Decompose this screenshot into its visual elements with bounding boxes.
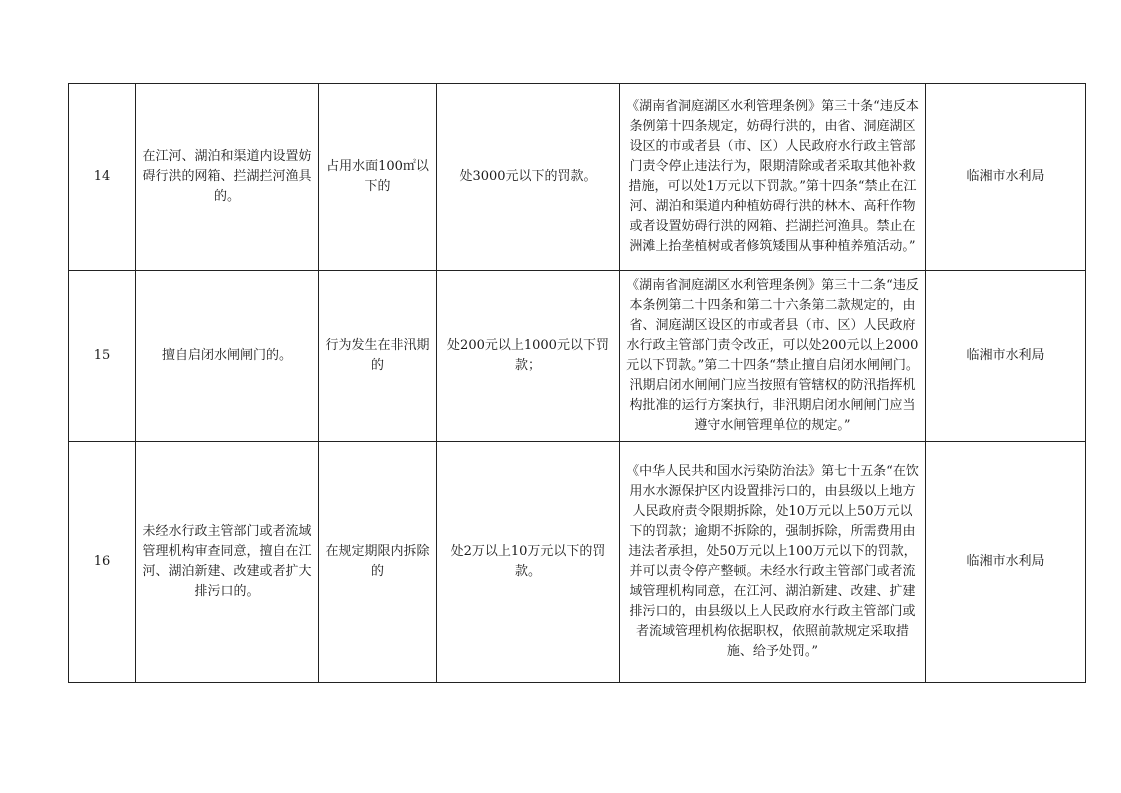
penalty-table	[68, 83, 1086, 683]
violation-cell: 未经水行政主管部门或者流域管理机构审查同意，擅自在江河、湖泊新建、改建或者扩大排污口的。	[136, 442, 319, 683]
circumstance-cell: 行为发生在非汛期的	[319, 271, 437, 442]
table-row	[69, 442, 1086, 683]
penalty-cell: 处200元以上1000元以下罚款；	[437, 271, 620, 442]
circumstance-cell: 占用水面100㎡以下的	[319, 84, 437, 271]
authority-cell: 临湘市水利局	[926, 84, 1086, 271]
item-number-cell: 16	[69, 442, 136, 683]
circumstance-cell: 在规定期限内拆除的	[319, 442, 437, 683]
legal-basis-cell: 《湖南省洞庭湖区水利管理条例》第三十二条“违反本条例第二十四条和第二十六条第二款规定的，由省、洞庭湖区设区的市或者县（市、区）人民政府水行政主管部门责令改正，可以处200元以上2000元以下罚款。”第二十四条“禁止擅自启闭水闸闸门。汛期启闭水闸闸门应当按照有管辖权的防汛指挥机构批准的运行方案执行，非汛期启闭水闸闸门应当遵守水闸管理单位的规定。”	[620, 271, 926, 442]
authority-cell: 临湘市水利局	[926, 442, 1086, 683]
violation-cell: 在江河、湖泊和渠道内设置妨碍行洪的网箱、拦湖拦河渔具的。	[136, 84, 319, 271]
violation-cell: 擅自启闭水闸闸门的。	[136, 271, 319, 442]
authority-cell: 临湘市水利局	[926, 271, 1086, 442]
legal-basis-cell: 《中华人民共和国水污染防治法》第七十五条“在饮用水水源保护区内设置排污口的，由县级以上地方人民政府责令限期拆除，处10万元以上50万元以下的罚款；逾期不拆除的，强制拆除，所需费用由违法者承担，处50万元以上100万元以下的罚款，并可以责令停产整顿。未经水行政主管部门或者流域管理机构同意，在江河、湖泊新建、改建、扩建排污口的，由县级以上人民政府水行政主管部门或者流域管理机构依据职权，依照前款规定采取措施、给予处罚。”	[620, 442, 926, 683]
penalty-cell: 处2万以上10万元以下的罚款。	[437, 442, 620, 683]
table-row	[69, 84, 1086, 271]
item-number-cell: 14	[69, 84, 136, 271]
penalty-cell: 处3000元以下的罚款。	[437, 84, 620, 271]
item-number-cell: 15	[69, 271, 136, 442]
table-row	[69, 271, 1086, 442]
legal-basis-cell: 《湖南省洞庭湖区水利管理条例》第三十条“违反本条例第十四条规定，妨碍行洪的，由省、洞庭湖区设区的市或者县（市、区）人民政府水行政主管部门责令停止违法行为，限期清除或者采取其他补救措施，可以处1万元以下罚款。”第十四条“禁止在江河、湖泊和渠道内种植妨碍行洪的林木、高秆作物或者设置妨碍行洪的网箱、拦湖拦河渔具。禁止在洲滩上抬垄植树或者修筑矮围从事种植养殖活动。”	[620, 84, 926, 271]
